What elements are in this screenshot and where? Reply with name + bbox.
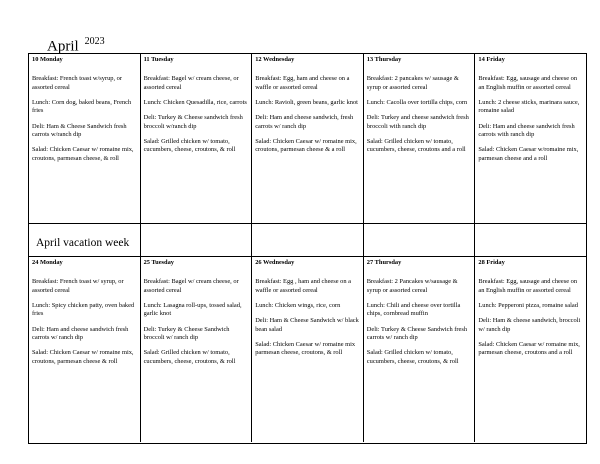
lunch-text: Lunch: Chili and cheese over tortilla chips, cornbread muffin bbox=[366, 301, 461, 318]
day-cell bbox=[29, 54, 141, 223]
lunch-text: Lunch: 2 cheese sticks, marinara sauce, romaine salad bbox=[478, 98, 580, 115]
lunch-text: Lunch: Corn dog, baked beans, French fries bbox=[32, 98, 132, 115]
salad-text: Salad: Chicken Caesar w/ romaine mix, croutons, parmesan cheese, & roll bbox=[32, 146, 134, 162]
breakfast-text: Breakfast: French toast w/syrup, or assorted cereal bbox=[32, 75, 122, 91]
breakfast-text: Breakfast: Bagel w/ cream cheese, or assorted cereal bbox=[143, 75, 239, 91]
day-header: 27 Thursday bbox=[366, 259, 402, 266]
empty-cell bbox=[141, 224, 253, 256]
vacation-cell bbox=[29, 224, 141, 256]
day-cell bbox=[29, 257, 141, 442]
day-header: 12 Wednesday bbox=[255, 56, 295, 63]
week-row-1 bbox=[29, 54, 586, 224]
day-header: 13 Thursday bbox=[366, 56, 402, 63]
salad-text: Salad: Chicken Caesar w/romaine mix, parmesan cheese and a roll bbox=[478, 146, 579, 162]
deli-text: Deli: Ham and cheese sandwich, fresh carrots w/ ranch dip bbox=[255, 114, 354, 130]
lunch-text: Lunch: Lasagna roll-ups, tossed salad, garlic knot bbox=[143, 301, 242, 318]
vacation-week-label: April vacation week bbox=[36, 237, 130, 249]
day-header: 25 Tuesday bbox=[143, 259, 174, 266]
day-header: 24 Monday bbox=[32, 259, 63, 266]
menu-calendar-grid bbox=[28, 53, 587, 444]
breakfast-text: Breakfast: 2 Pancakes w/sausage & syrup or assorted cereal bbox=[366, 278, 458, 294]
year-label: 2023 bbox=[84, 36, 105, 47]
breakfast-text: Breakfast: Bagel w/ cream cheese, or assorted cereal bbox=[143, 278, 239, 294]
breakfast-text: Breakfast: Egg, sausage and cheese on an English muffin or assorted cereal bbox=[478, 75, 578, 91]
day-header: 14 Friday bbox=[478, 56, 505, 63]
empty-cell bbox=[252, 224, 364, 256]
deli-text: Deli: Ham & Cheese Sandwich w/ black bean salad bbox=[255, 317, 359, 333]
day-cell bbox=[364, 54, 476, 223]
week-row-2 bbox=[29, 257, 586, 442]
lunch-text: Lunch: Cacolla over tortilla chips, corn bbox=[366, 98, 468, 106]
day-header: 26 Wednesday bbox=[255, 259, 295, 266]
deli-text: Deli: Turkey & Cheese Sandwich broccoli w/ ranch dip bbox=[143, 325, 230, 341]
breakfast-text: Breakfast: 2 pancakes w/ sausage & syrup or assorted cereal bbox=[366, 75, 459, 91]
lunch-text: Lunch: Chicken wings, rice, corn bbox=[255, 301, 341, 309]
day-header: 11 Tuesday bbox=[143, 56, 174, 63]
deli-text: Deli: Turkey and cheese sandwich fresh broccoli with ranch dip bbox=[366, 114, 469, 130]
day-cell bbox=[141, 54, 253, 223]
day-header: 10 Monday bbox=[32, 56, 63, 63]
lunch-text: Lunch: Ravioli, green beans, garlic knot bbox=[255, 98, 358, 106]
day-cell bbox=[252, 54, 364, 223]
lunch-text: Lunch: Pepperoni pizza, romaine salad bbox=[478, 301, 578, 309]
deli-text: Deli: Turkey & Cheese Sandwich fresh carrots w/ ranch dip bbox=[366, 325, 468, 341]
salad-text: Salad: Chicken Caesar w/ romaine mix, croutons, parmesan cheese & a roll bbox=[255, 137, 357, 154]
deli-text: Deli: Ham and cheese sandwich fresh carrots w/ ranch dip bbox=[32, 325, 129, 341]
salad-text: Salad: Grilled chicken w/ tomato, cucumbers, cheese, croutons, & roll bbox=[143, 349, 236, 365]
salad-text: Salad: Grilled chicken w/ tomato, cucumbers, cheese, croutons, & roll bbox=[143, 137, 236, 154]
breakfast-text: Breakfast: Egg, sausage and cheese on an English muffin or assorted cereal bbox=[478, 278, 578, 294]
vacation-week-row bbox=[29, 224, 586, 257]
day-cell bbox=[475, 54, 586, 223]
deli-text: Deli: Ham & Cheese Sandwich fresh carrots w/ranch dip bbox=[32, 122, 127, 138]
deli-text: Deli: Turkey & Cheese sandwich fresh broccoli w/ranch dip bbox=[143, 114, 243, 130]
salad-text: Salad: Chicken Caesar w/ romaine mix, parmesan cheese, croutons and a roll bbox=[478, 340, 580, 357]
deli-text: Deli: Ham and cheese sandwich fresh carrots with ranch dip bbox=[478, 122, 575, 138]
day-cell bbox=[364, 257, 476, 442]
day-cell bbox=[475, 257, 586, 442]
breakfast-text: Breakfast: French toast w/ syrup, or assorted cereal bbox=[32, 278, 124, 294]
breakfast-text: Breakfast: Egg, ham and cheese on a waffle or assorted cereal bbox=[255, 75, 350, 91]
lunch-text: Lunch: Chicken Quesadilla, rice, carrots bbox=[143, 98, 247, 106]
salad-text: Salad: Grilled chicken w/ tomato, cucumbers, cheese, croutons, & roll bbox=[366, 349, 459, 365]
day-cell bbox=[252, 257, 364, 442]
day-cell bbox=[141, 257, 253, 442]
salad-text: Salad: Grilled chicken w/ tomato, cucumbers, cheese, croutons and a roll bbox=[366, 137, 466, 154]
lunch-text: Lunch: Spicy chicken patty, oven baked fries bbox=[32, 301, 135, 318]
salad-text: Salad: Chicken Caesar w/ romaine mix parmesan cheese, croutons, & roll bbox=[255, 340, 356, 357]
breakfast-text: Breakfast: Egg , ham and cheese on a waffle or assorted cereal bbox=[255, 278, 352, 294]
empty-cell bbox=[364, 224, 476, 256]
salad-text: Salad: Chicken Caesar w/ romaine mix, croutons, parmesan cheese & roll bbox=[32, 349, 134, 365]
empty-cell bbox=[475, 224, 586, 256]
month-label: April bbox=[47, 38, 79, 55]
deli-text: Deli: Ham & cheese sandwich, broccoli w/ ranch dip bbox=[478, 317, 581, 333]
day-header: 28 Friday bbox=[478, 259, 505, 266]
